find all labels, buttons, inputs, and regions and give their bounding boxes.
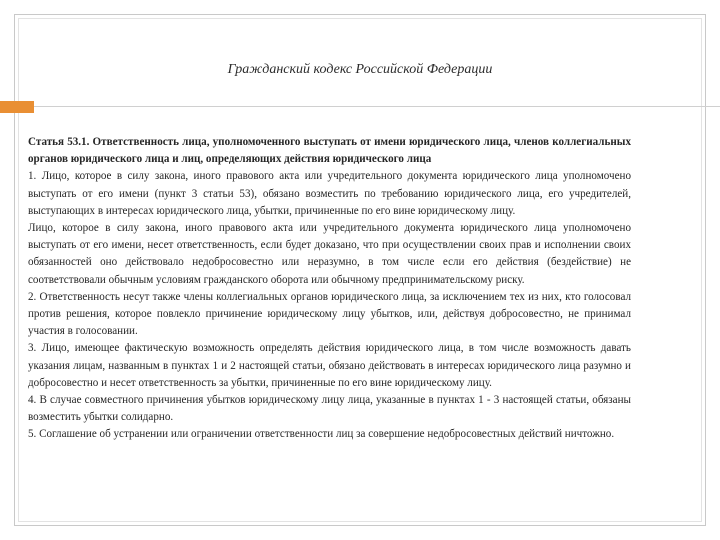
accent-bar	[0, 101, 34, 113]
title-divider	[34, 106, 720, 107]
page-title: Гражданский кодекс Российской Федерации	[227, 62, 493, 77]
paragraph: Лицо, которое в силу закона, иного правового акта или учредительного документа юридического лица уполномочено выступать от его имени, несет ответственность, если будет доказано, что при осуществлении своих прав и исполнении своих обязанностей оно действовало недобросовестно или неразумно, в том числе если его действия (бездействие) не соответствовали обычным условиям гражданского оборота или обычному предпринимательскому риску.	[28, 222, 631, 286]
article-heading: Статья 53.1. Ответственность лица, уполномоченного выступать от имени юридического лица, членов коллегиальных органов юридического лица и лиц, определяющих действия юридического лица	[28, 136, 631, 166]
paragraph: 4. В случае совместного причинения убытков юридическому лицу лица, указанные в пунктах 1 - 3 настоящей статьи, обязаны возместить убытки солидарно.	[28, 394, 631, 424]
article-body	[28, 134, 631, 444]
paragraph: 3. Лицо, имеющее фактическую возможность определять действия юридического лица, в том числе возможность давать указания лицам, названным в пунктах 1 и 2 настоящей статьи, обязано действовать в интересах юридического лица разумно и добросовестно и несет ответственность за убытки, причиненные по его вине юридическому лицу.	[28, 342, 631, 389]
paragraph: 2. Ответственность несут также члены коллегиальных органов юридического лица, за исключением тех из них, кто голосовал против решения, которое повлекло причинение юридическому лицу убытков, или, действуя добросовестно, не принимал участия в голосовании.	[28, 290, 631, 338]
paragraph: 1. Лицо, которое в силу закона, иного правового акта или учредительного документа юридического лица уполномочено выступать от его имени (пункт 3 статьи 53), обязано возместить по требованию юридического лица, его учредителей, выступающих в интересах юридического лица, убытки, причиненные по его вине юридическому лицу.	[28, 170, 631, 217]
paragraph: 5. Соглашение об устранении или ограничении ответственности лиц за совершение недобросовестных действий ничтожно.	[28, 428, 615, 441]
